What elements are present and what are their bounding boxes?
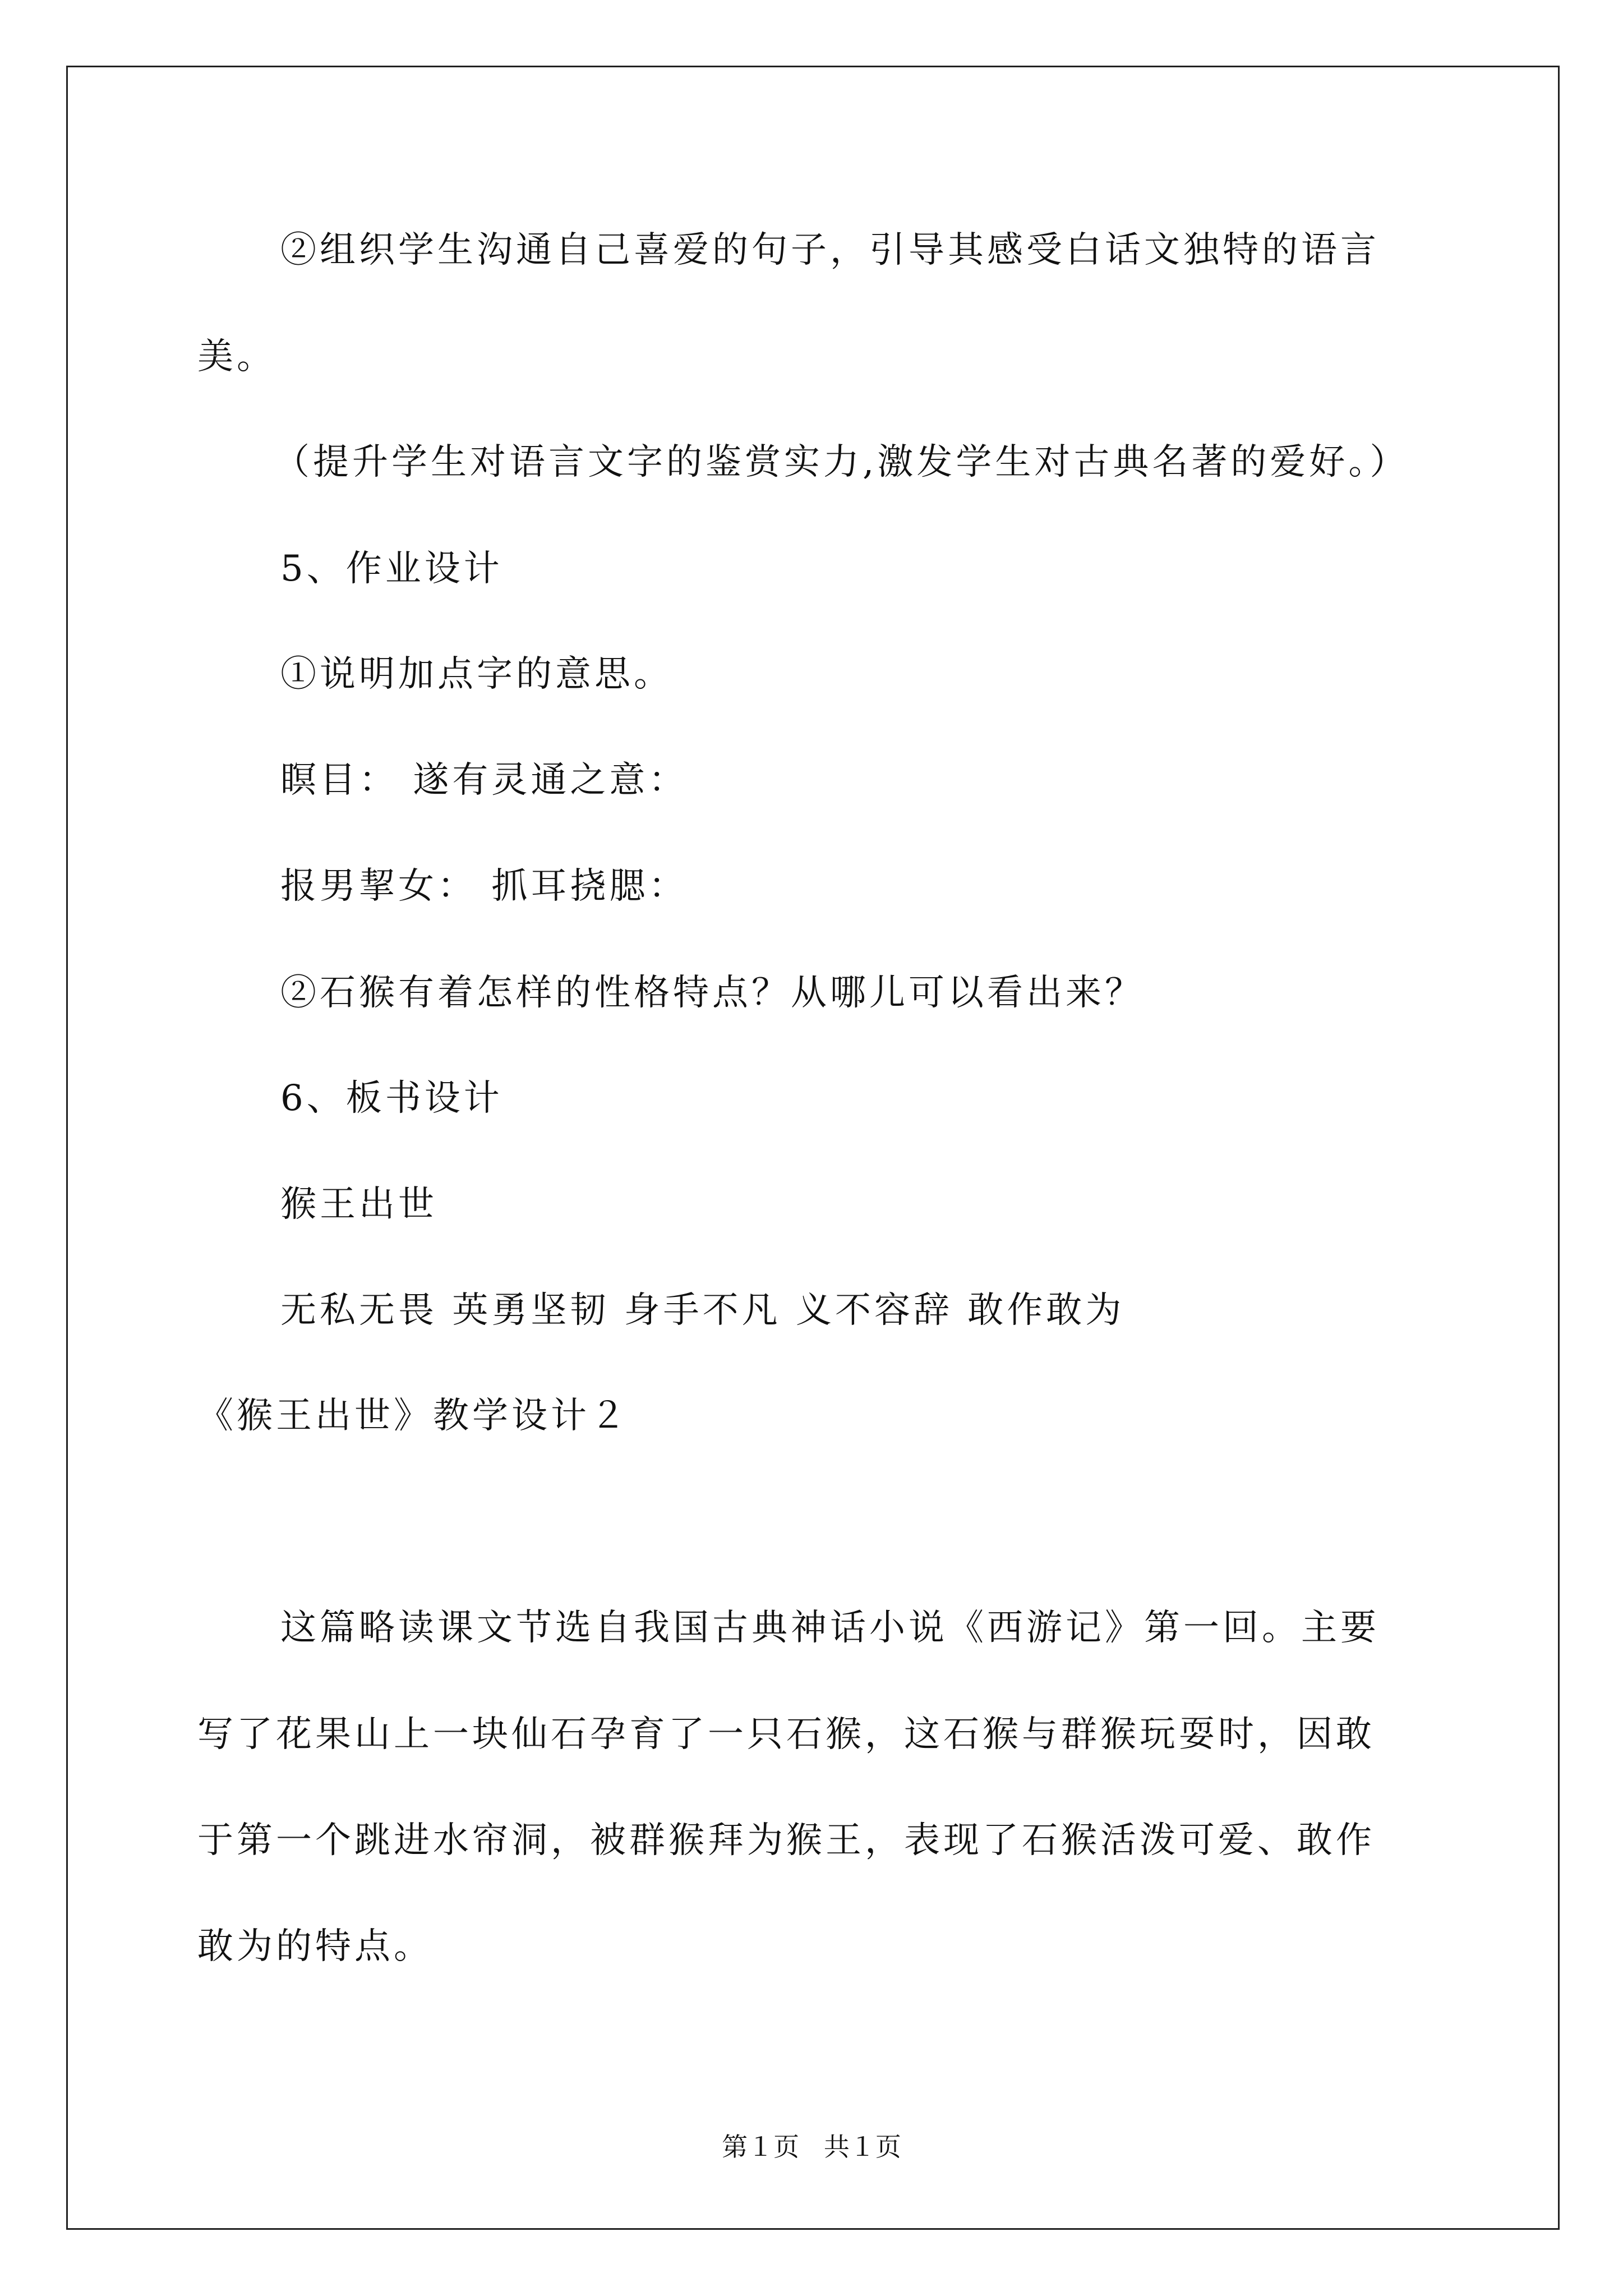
page-footer: 第１页 共１页 <box>722 2132 901 2162</box>
homework-item-2: ②石猴有着怎样的性格特点？从哪儿可以看出来？ <box>280 972 1144 1014</box>
body-line-3: 于第一个跳进水帘洞，被群猴拜为猴王，表现了石猴活泼可爱、敢作 <box>197 1820 1375 1861</box>
section-heading-homework: 5、作业设计 <box>280 548 503 590</box>
homework-words-2: 报男挈女： 抓耳挠腮： <box>280 866 688 907</box>
body-line-2: 写了花果山上一块仙石孕育了一只石猴，这石猴与群猴玩耍时，因敢 <box>197 1714 1375 1755</box>
document-subtitle: 《猴王出世》教学设计２ <box>197 1395 629 1437</box>
body-line-4: 敢为的特点。 <box>197 1926 433 1967</box>
section-heading-board: 6、板书设计 <box>280 1078 503 1119</box>
body-line-1: 这篇略读课文节选自我国古典神话小说《西游记》第一回。主要 <box>280 1607 1380 1649</box>
paragraph-line-1: ②组织学生沟通自己喜爱的句子，引导其感受白话文独特的语言 <box>280 229 1380 271</box>
paragraph-note: （提升学生对语言文字的鉴赏实力,激发学生对古典名著的爱好。） <box>274 441 1409 483</box>
page-border <box>66 66 1560 2230</box>
board-keywords: 无私无畏 英勇坚韧 身手不凡 义不容辞 敢作敢为 <box>280 1290 1125 1331</box>
board-title: 猴王出世 <box>280 1184 437 1225</box>
homework-words-1: 瞑目： 遂有灵通之意： <box>280 760 688 801</box>
paragraph-line-2: 美。 <box>197 336 276 378</box>
homework-item-1: ①说明加点字的意思。 <box>280 654 673 695</box>
